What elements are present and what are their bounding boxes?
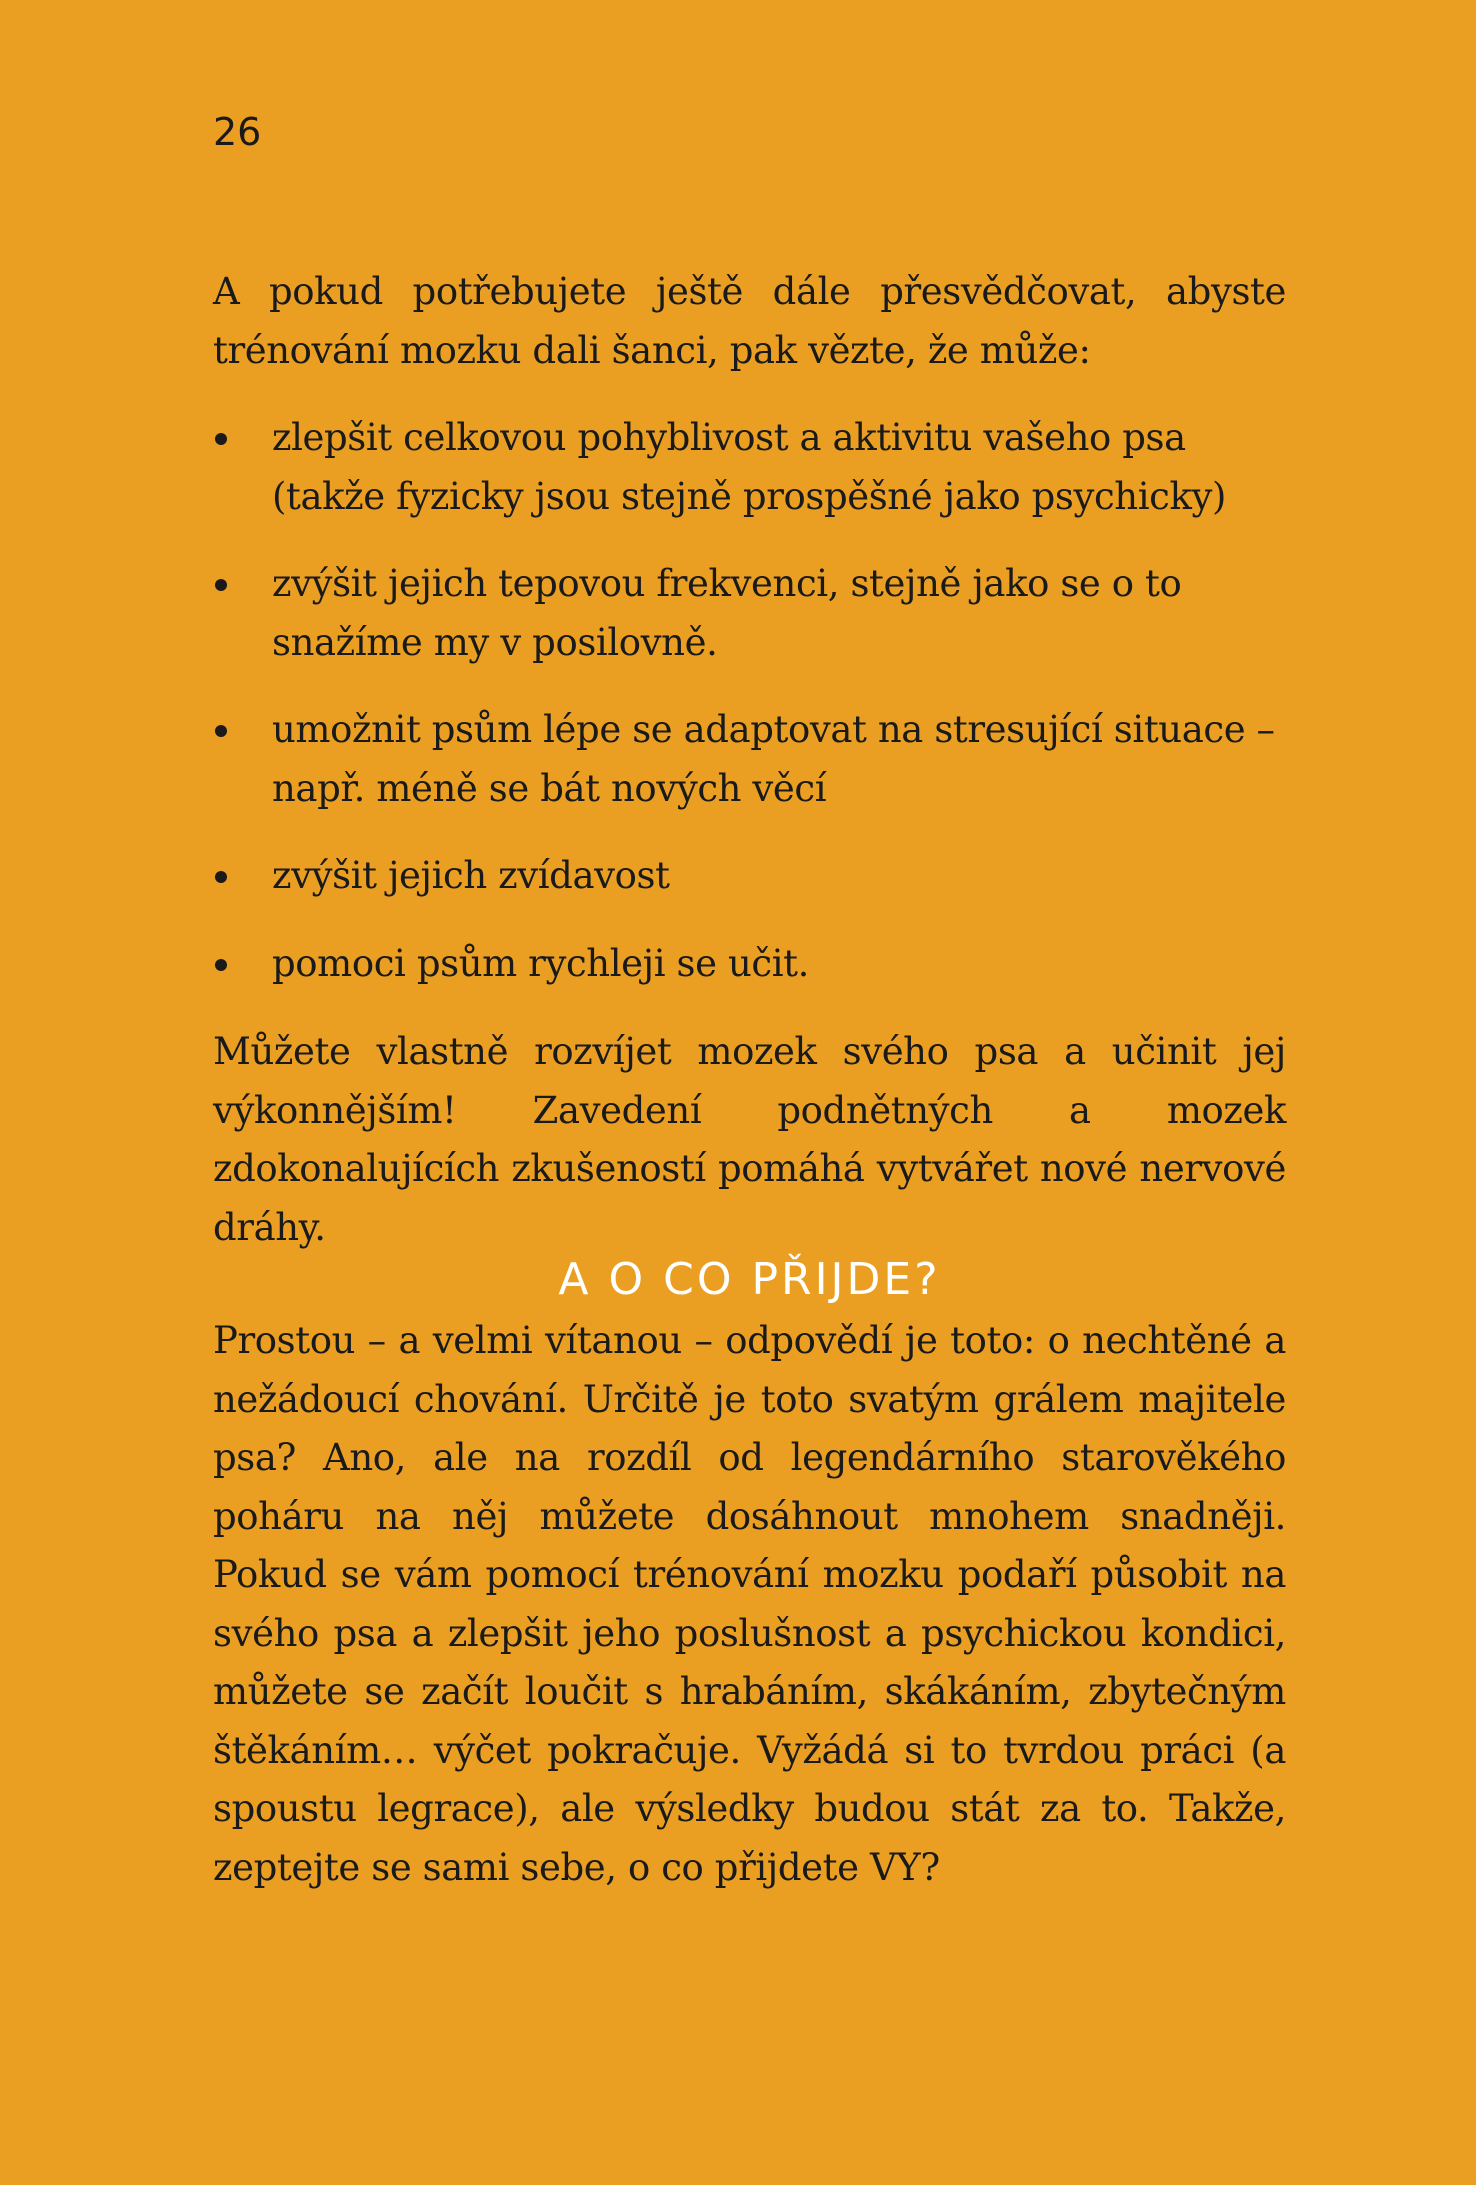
list-item-text: zvýšit jejich zvídavost xyxy=(272,854,670,897)
bullet-icon xyxy=(215,433,227,445)
list-item-text: zlepšit celkovou pohyblivost a aktivitu vašeho psa (takže fyzicky jsou stejně prospěšné jako psychicky) xyxy=(272,416,1227,518)
list-item-text: umožnit psům lépe se adaptovat na stresující situace – např. méně se bát nových věcí xyxy=(272,708,1275,810)
list-item-text: pomoci psům rychleji se učit. xyxy=(272,941,809,985)
page-number: 26 xyxy=(213,110,262,154)
bullet-icon xyxy=(215,871,227,883)
list-item-text: zvýšit jejich tepovou frekvenci, stejně jako se o to snažíme my v posilovně. xyxy=(272,562,1182,664)
section-paragraph: Prostou – a velmi vítanou – odpovědí je toto: o nechtěné a nežádoucí chování. Určitě je toto svatým grálem majitele psa? Ano, ale na rozdíl od legendárního starověkého poháru na něj můžete dosáhnout mnohem snadněji. Pokud se vám pomocí trénování mozku podaří působit na svého psa a zlepšit jeho poslušnost a psychickou kondici, můžete se začít loučit s hrabáním, skákáním, zbytečným štěkáním… výčet pokračuje. Vyžádá si to tvrdou práci (a spoustu legrace), ale výsledky budou stát za to. Takže, zeptejte se sami sebe, o co přijdete VY? xyxy=(213,1319,1286,1889)
bullet-icon xyxy=(215,579,227,591)
list-item xyxy=(213,701,1286,818)
bullet-icon xyxy=(215,959,227,971)
intro-paragraph: A pokud potřebujete ještě dále přesvědčovat, abyste trénování mozku dali šanci, pak vězte, že může: xyxy=(213,270,1286,372)
list-item xyxy=(213,935,1286,994)
section-heading: A O CO PŘIJDE? xyxy=(558,1254,941,1305)
list-item xyxy=(213,555,1286,672)
conclusion-paragraph: Můžete vlastně rozvíjet mozek svého psa a učinit jej výkonnějším! Zavedení podnětných a mozek zdokonalujících zkušeností pomáhá vytvářet nové nervové dráhy. xyxy=(213,1030,1286,1249)
list-item xyxy=(213,847,1286,906)
benefits-list xyxy=(213,409,1286,1022)
bullet-icon xyxy=(215,725,227,737)
book-page xyxy=(213,0,1286,2185)
list-item xyxy=(213,409,1286,526)
